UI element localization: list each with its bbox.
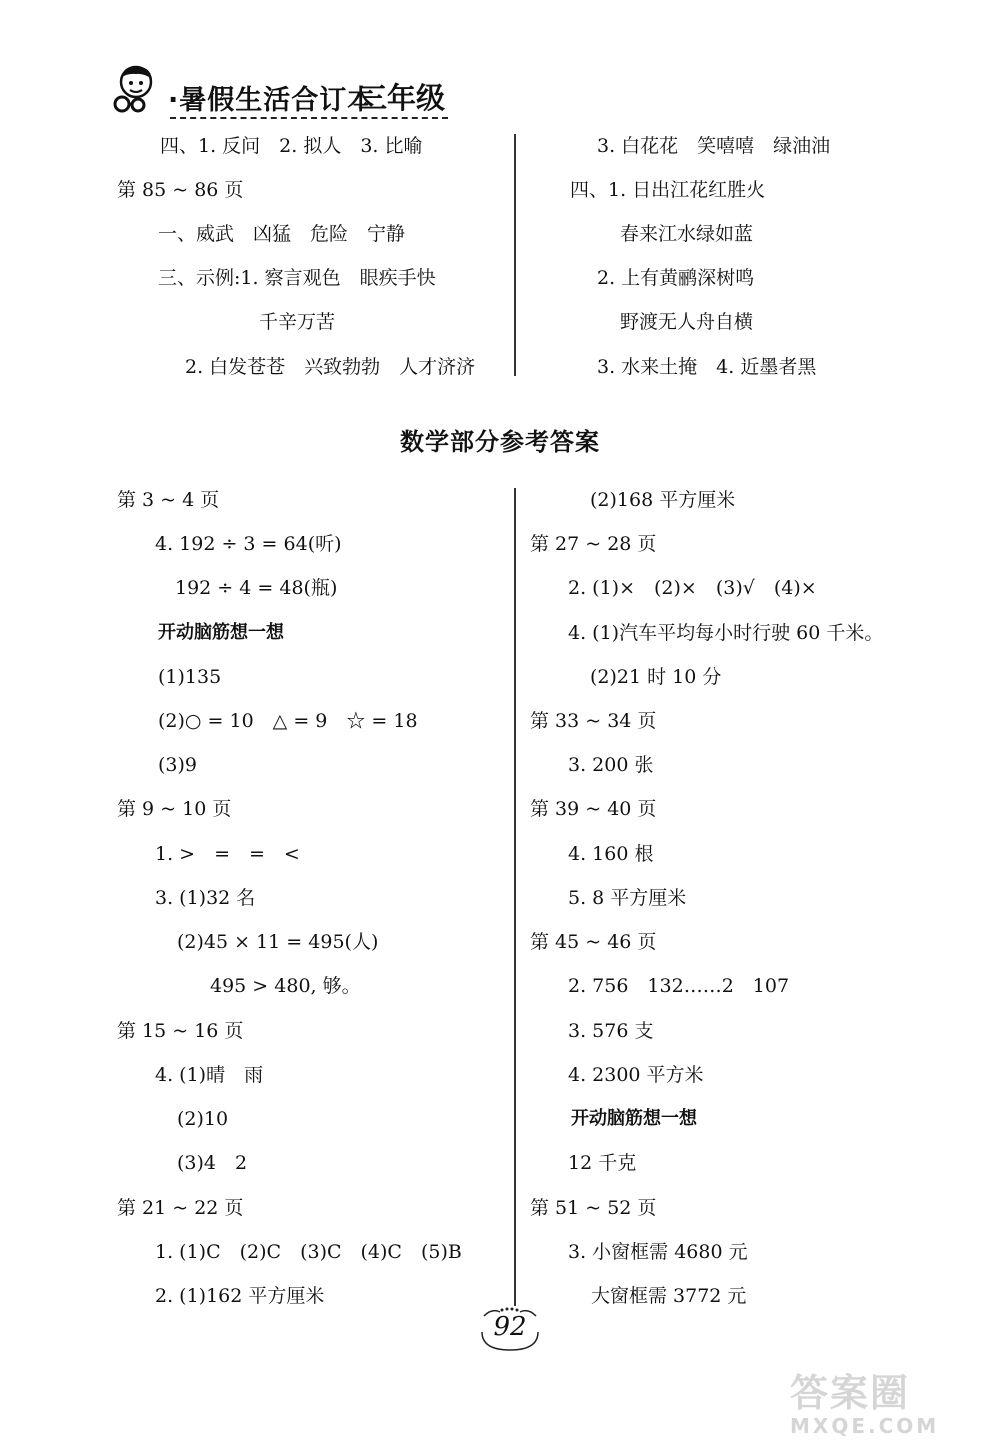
answer-line: 四、1. 日出江花红胜火 — [570, 179, 766, 201]
page-range-heading: 第 33 ~ 34 页 — [530, 710, 657, 732]
answer-line: 1. > = = < — [155, 843, 300, 865]
answer-line: 4. (1)汽车平均每小时行驶 60 千米。 — [568, 622, 884, 644]
page-range-heading: 第 3 ~ 4 页 — [117, 489, 220, 511]
section-title: 数学部分参考答案 — [400, 428, 600, 456]
page-range-heading: 第 27 ~ 28 页 — [530, 533, 657, 555]
answer-line: (2)45 × 11 = 495(人) — [177, 931, 379, 953]
watermark-logo-text: 答案圈 — [790, 1371, 911, 1415]
column-divider-math — [514, 488, 516, 1306]
answer-line: 四、1. 反问 2. 拟人 3. 比喻 — [160, 135, 423, 157]
answer-line: 12 千克 — [568, 1152, 637, 1174]
header-divider — [170, 117, 448, 119]
answer-line: (2)10 — [177, 1108, 229, 1130]
answer-line: (1)135 — [158, 666, 222, 688]
page-range-heading: 第 21 ~ 22 页 — [117, 1197, 244, 1219]
answer-line: 1. (1)C (2)C (3)C (4)C (5)B — [155, 1241, 462, 1263]
page-range-heading: 第 85 ~ 86 页 — [117, 179, 244, 201]
answer-line: 野渡无人舟自横 — [620, 311, 754, 333]
answer-line: 4. 160 根 — [568, 843, 654, 865]
book-title: ·暑假生活合订本 — [168, 85, 376, 116]
answer-line: 495 > 480, 够。 — [210, 975, 361, 997]
answer-line: (2)21 时 10 分 — [590, 666, 722, 688]
watermark — [790, 1372, 980, 1442]
answer-line: (2)168 平方厘米 — [590, 489, 736, 511]
answer-line: 192 ÷ 4 = 48(瓶) — [175, 577, 338, 599]
cartoon-kid-icon — [110, 62, 162, 114]
answer-line: 春来江水绿如蓝 — [620, 223, 754, 245]
column-divider-top — [514, 134, 516, 376]
bonus-heading: 开动脑筋想一想 — [158, 622, 284, 643]
answer-line: 2. (1)× (2)× (3)√ (4)× — [568, 577, 817, 599]
answer-line: 4. 2300 平方米 — [568, 1064, 704, 1086]
answer-line: (3)4 2 — [177, 1152, 248, 1174]
answer-line: 5. 8 平方厘米 — [568, 887, 687, 909]
answer-line: 3. 576 支 — [568, 1020, 654, 1042]
answer-line: 3. 水来土掩 4. 近墨者黑 — [597, 356, 817, 378]
page-range-heading: 第 51 ~ 52 页 — [530, 1197, 657, 1219]
answer-line: 2. 756 132……2 107 — [568, 975, 790, 997]
answer-line: 3. (1)32 名 — [155, 887, 256, 909]
answer-line: 2. 上有黄鹂深树鸣 — [597, 267, 755, 289]
answer-line: 3. 白花花 笑嘻嘻 绿油油 — [597, 135, 831, 157]
grade-label: 三年级 — [358, 81, 446, 115]
page-range-heading: 第 9 ~ 10 页 — [117, 798, 232, 820]
answer-line: 三、示例:1. 察言观色 眼疾手快 — [158, 267, 436, 289]
answer-line: 一、威武 凶猛 危险 宁静 — [158, 223, 406, 245]
answer-line: 大窗框需 3772 元 — [591, 1285, 747, 1307]
answer-line: 千辛万苦 — [259, 311, 336, 333]
page-range-heading: 第 15 ~ 16 页 — [117, 1020, 244, 1042]
page-range-heading: 第 45 ~ 46 页 — [530, 931, 657, 953]
answer-line: 3. 小窗框需 4680 元 — [568, 1241, 748, 1263]
bonus-heading: 开动脑筋想一想 — [571, 1108, 697, 1129]
watermark-url-text: MXQE.COM — [790, 1414, 940, 1438]
answer-line: 3. 200 张 — [568, 754, 654, 776]
answer-line: 4. 192 ÷ 3 = 64(听) — [155, 533, 342, 555]
answer-line: (3)9 — [158, 754, 198, 776]
answer-line: (2)○ = 10 △ = 9 ☆ = 18 — [158, 710, 418, 732]
answer-line: 2. 白发苍苍 兴致勃勃 人才济济 — [185, 356, 476, 378]
page-range-heading: 第 39 ~ 40 页 — [530, 798, 657, 820]
answer-line: 4. (1)晴 雨 — [155, 1064, 264, 1086]
page-number: 92 — [493, 1312, 527, 1342]
answer-line: 2. (1)162 平方厘米 — [155, 1285, 325, 1307]
